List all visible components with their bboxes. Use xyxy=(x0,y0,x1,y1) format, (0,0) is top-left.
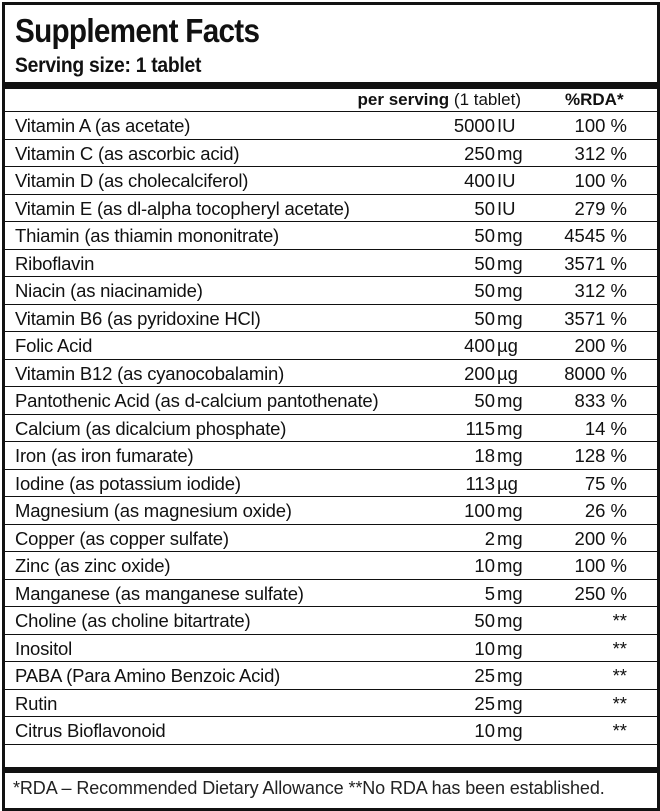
table-row xyxy=(5,360,657,388)
nutrient-name: Folic Acid xyxy=(15,335,93,356)
nutrient-amount: 5 xyxy=(484,582,495,604)
table-row xyxy=(5,332,657,360)
per-serving-header xyxy=(358,89,521,111)
nutrient-name: Vitamin E (as dl-alpha tocopheryl acetate) xyxy=(15,197,350,219)
nutrient-rda: 200 % xyxy=(574,335,627,356)
nutrient-rda: ** xyxy=(612,692,627,714)
nutrient-amount: 50 xyxy=(474,280,495,301)
nutrient-unit: IU xyxy=(497,197,516,219)
thick-divider xyxy=(5,82,657,89)
nutrient-amount: 50 xyxy=(474,252,495,274)
nutrient-name: Vitamin C (as ascorbic acid) xyxy=(15,142,240,164)
nutrient-name: Inositol xyxy=(15,637,73,659)
nutrient-rda: 8000 % xyxy=(564,362,627,384)
table-row xyxy=(5,167,657,195)
nutrient-unit: mg xyxy=(497,527,523,549)
footer-divider xyxy=(5,767,657,773)
table-row xyxy=(5,470,657,498)
nutrient-amount: 50 xyxy=(474,197,495,219)
table-row xyxy=(5,387,657,415)
table-row xyxy=(5,140,657,168)
nutrient-unit: mg xyxy=(497,252,523,274)
table-row xyxy=(5,305,657,333)
nutrient-name: Citrus Bioflavonoid xyxy=(15,720,166,741)
table-row xyxy=(5,415,657,443)
rda-header: %RDA* xyxy=(565,90,624,109)
nutrient-amount: 250 xyxy=(464,142,495,164)
nutrient-unit: mg xyxy=(497,142,523,164)
table-row xyxy=(5,580,657,608)
nutrient-amount: 10 xyxy=(474,555,495,576)
column-header-row xyxy=(5,89,657,112)
nutrient-amount: 400 xyxy=(464,170,495,191)
nutrient-unit: mg xyxy=(497,692,523,714)
nutrient-rda: 200 % xyxy=(574,527,627,549)
nutrient-amount: 18 xyxy=(474,445,495,466)
table-row xyxy=(5,552,657,580)
nutrient-unit: mg xyxy=(497,500,523,521)
nutrient-unit: mg xyxy=(497,225,523,246)
nutrient-rda: 3571 % xyxy=(564,252,627,274)
nutrient-rda: 100 % xyxy=(574,170,627,191)
nutrient-rda: 26 % xyxy=(584,500,627,521)
nutrient-amount: 5000 xyxy=(453,115,495,136)
nutrient-name: Niacin (as niacinamide) xyxy=(15,280,203,301)
nutrient-amount: 115 xyxy=(465,417,495,439)
nutrient-rda: ** xyxy=(612,665,627,686)
nutrient-name: PABA (Para Amino Benzoic Acid) xyxy=(15,665,281,686)
nutrient-name: Manganese (as manganese sulfate) xyxy=(15,582,304,604)
nutrient-unit: mg xyxy=(497,720,523,741)
nutrient-unit: mg xyxy=(497,637,523,659)
per-serving-note: (1 tablet) xyxy=(453,90,521,109)
nutrient-name: Zinc (as zinc oxide) xyxy=(15,555,171,576)
nutrient-amount: 50 xyxy=(474,390,495,411)
nutrient-amount: 10 xyxy=(474,637,495,659)
nutrient-name: Calcium (as dicalcium phosphate) xyxy=(15,417,287,439)
nutrient-amount: 400 xyxy=(464,335,495,356)
nutrient-rda: 100 % xyxy=(574,555,627,576)
table-row xyxy=(5,690,657,718)
nutrient-unit: mg xyxy=(497,280,523,301)
nutrient-amount: 50 xyxy=(474,307,495,329)
panel-title: Supplement Facts xyxy=(15,12,260,49)
nutrient-name: Riboflavin xyxy=(15,252,95,274)
nutrient-amount: 25 xyxy=(474,692,495,714)
nutrient-rda: ** xyxy=(612,610,627,631)
table-row xyxy=(5,525,657,553)
nutrient-rda: 312 % xyxy=(574,280,627,301)
nutrient-rda: 279 % xyxy=(574,197,627,219)
nutrient-rda: 100 % xyxy=(574,115,627,136)
footnote: *RDA – Recommended Dietary Allowance **No RDA has been established. xyxy=(13,778,605,798)
table-row xyxy=(5,222,657,250)
nutrient-rda: 14 % xyxy=(584,417,627,439)
nutrient-unit: mg xyxy=(497,582,523,604)
nutrient-name: Iron (as iron fumarate) xyxy=(15,445,194,466)
table-row xyxy=(5,277,657,305)
table-row xyxy=(5,607,657,635)
per-serving-label: per serving xyxy=(357,90,450,109)
nutrient-amount: 2 xyxy=(484,527,495,549)
nutrient-amount: 10 xyxy=(474,720,495,741)
nutrient-amount: 113 xyxy=(465,472,495,494)
nutrient-rda: ** xyxy=(612,637,627,659)
nutrient-unit: mg xyxy=(497,665,523,686)
nutrient-unit: mg xyxy=(497,307,523,329)
nutrient-rda: 833 % xyxy=(574,390,627,411)
nutrient-name: Rutin xyxy=(15,692,58,714)
table-row xyxy=(5,662,657,690)
nutrient-name: Copper (as copper sulfate) xyxy=(15,527,229,549)
nutrient-rda: 128 % xyxy=(574,445,627,466)
nutrient-rda: 75 % xyxy=(584,472,627,494)
nutrient-amount: 50 xyxy=(474,610,495,631)
nutrient-name: Pantothenic Acid (as d-calcium pantothenate) xyxy=(15,390,379,411)
table-row xyxy=(5,497,657,525)
nutrient-unit: mg xyxy=(497,610,523,631)
nutrient-table xyxy=(5,112,657,745)
nutrient-name: Vitamin B12 (as cyanocobalamin) xyxy=(15,362,285,384)
table-row xyxy=(5,112,657,140)
nutrient-name: Vitamin D (as cholecalciferol) xyxy=(15,170,249,191)
nutrient-rda: 3571 % xyxy=(564,307,627,329)
nutrient-unit: µg xyxy=(497,472,518,494)
serving-size: Serving size: 1 tablet xyxy=(15,54,202,77)
nutrient-amount: 25 xyxy=(474,665,495,686)
nutrient-name: Choline (as choline bitartrate) xyxy=(15,610,251,631)
nutrient-unit: mg xyxy=(497,445,523,466)
nutrient-unit: mg xyxy=(497,417,523,439)
nutrient-unit: IU xyxy=(497,115,516,136)
supplement-facts-panel xyxy=(2,2,660,811)
nutrient-name: Thiamin (as thiamin mononitrate) xyxy=(15,225,280,246)
nutrient-amount: 100 xyxy=(464,500,495,521)
table-row xyxy=(5,442,657,470)
nutrient-unit: mg xyxy=(497,555,523,576)
nutrient-name: Iodine (as potassium iodide) xyxy=(15,472,241,494)
nutrient-unit: IU xyxy=(497,170,516,191)
nutrient-rda: ** xyxy=(612,720,627,741)
nutrient-rda: 4545 % xyxy=(564,225,627,246)
nutrient-name: Magnesium (as magnesium oxide) xyxy=(15,500,292,521)
nutrient-rda: 250 % xyxy=(574,582,627,604)
nutrient-unit: µg xyxy=(497,362,518,384)
nutrient-amount: 50 xyxy=(474,225,495,246)
table-row xyxy=(5,717,657,745)
nutrient-name: Vitamin B6 (as pyridoxine HCl) xyxy=(15,307,261,329)
table-row xyxy=(5,195,657,223)
nutrient-amount: 200 xyxy=(464,362,495,384)
nutrient-name: Vitamin A (as acetate) xyxy=(15,115,191,136)
nutrient-unit: mg xyxy=(497,390,523,411)
nutrient-rda: 312 % xyxy=(574,142,627,164)
table-row xyxy=(5,250,657,278)
table-row xyxy=(5,635,657,663)
nutrient-unit: µg xyxy=(497,335,518,356)
